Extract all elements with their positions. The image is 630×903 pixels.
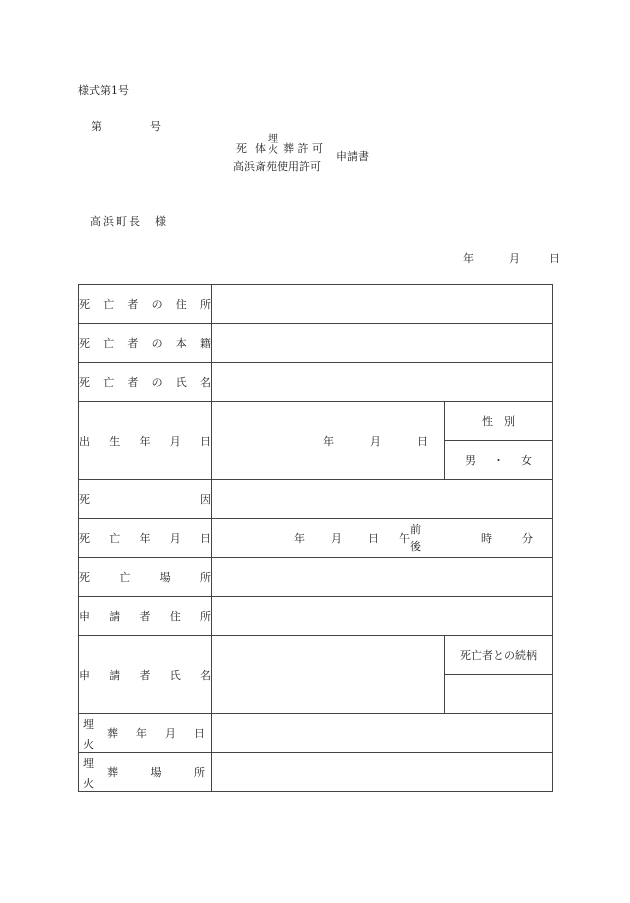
unit-day: 日 <box>417 434 428 448</box>
stack-cremation: 火 <box>83 738 94 751</box>
unit-minute: 分 <box>522 532 533 545</box>
am-pm-options[interactable] <box>410 521 421 555</box>
sex-selection[interactable] <box>445 441 553 480</box>
label-char: 所 <box>200 610 211 623</box>
label-char: 日 <box>200 532 211 545</box>
label-char: 月 <box>169 532 181 545</box>
label-char: 死 <box>79 376 90 389</box>
label-char: 籍 <box>199 337 211 350</box>
title-line-2: 高浜斎苑使用許可 <box>233 160 321 173</box>
option-burial: 埋 <box>268 134 278 145</box>
label-char: 生 <box>109 434 121 448</box>
table-row <box>79 636 553 675</box>
label-char: 葬 <box>107 766 118 779</box>
table-row <box>79 597 553 636</box>
death-datetime-field[interactable] <box>212 519 553 558</box>
unit-year: 年 <box>294 532 305 545</box>
deceased-address-field[interactable] <box>212 285 553 324</box>
addressee: 高浜町長 様 <box>90 215 168 228</box>
label-char: 日 <box>200 434 211 448</box>
label-char: 日 <box>194 727 205 740</box>
table-row <box>79 714 553 753</box>
sex-option-female[interactable]: 女 <box>521 454 532 467</box>
label-char: 亡 <box>103 337 115 350</box>
document-number-suffix: 号 <box>150 120 161 133</box>
label-char: 請 <box>109 610 121 623</box>
application-date <box>463 250 560 266</box>
row-label <box>79 558 212 597</box>
sex-header: 性 別 <box>445 402 553 441</box>
label-char: 所 <box>194 766 205 779</box>
cause-of-death-field[interactable] <box>212 480 553 519</box>
burial-cremation-date-field[interactable] <box>212 714 553 753</box>
relation-field[interactable] <box>445 675 553 714</box>
table-row <box>79 402 553 441</box>
label-char: の <box>151 376 163 389</box>
burial-cremation-place-field[interactable] <box>212 753 553 792</box>
deceased-registered-domicile-field[interactable] <box>212 324 553 363</box>
label-char: 住 <box>169 610 181 623</box>
row-label <box>79 636 212 714</box>
label-char: 住 <box>175 298 187 311</box>
stack-burial: 埋 <box>83 718 94 731</box>
label-char: 年 <box>139 434 151 448</box>
label-char: 出 <box>79 434 90 448</box>
table-row <box>79 519 553 558</box>
unit-hour: 時 <box>481 532 492 545</box>
table-row <box>79 363 553 402</box>
relation-header: 死亡者との続柄 <box>445 636 553 675</box>
label-char: 氏 <box>175 376 187 389</box>
unit-month: 月 <box>370 434 381 448</box>
unit-year: 年 <box>323 434 334 448</box>
label-char: 者 <box>127 337 139 350</box>
label-char: 所 <box>199 298 211 311</box>
title-part-4: 申請書 <box>336 150 369 163</box>
label-char: 者 <box>127 376 139 389</box>
row-label <box>79 324 212 363</box>
label-char: 場 <box>150 766 162 779</box>
unit-day: 日 <box>368 532 379 545</box>
date-day: 日 <box>549 252 560 265</box>
label-char: 者 <box>139 610 151 623</box>
label-char: 場 <box>159 571 171 584</box>
label-char: 月 <box>165 727 176 740</box>
label-char: 亡 <box>103 298 115 311</box>
place-of-death-field[interactable] <box>212 558 553 597</box>
sex-option-male[interactable]: 男 <box>465 454 476 467</box>
label-char: 者 <box>127 298 139 311</box>
label-char: 申 <box>79 668 90 682</box>
table-row <box>79 480 553 519</box>
title-part-3: 葬 許 可 <box>283 142 323 155</box>
label-char: 因 <box>200 493 211 506</box>
label-char: 申 <box>79 610 90 623</box>
label-char: 死 <box>79 493 90 506</box>
option-am[interactable]: 前 <box>410 523 421 536</box>
birth-date-field[interactable] <box>212 402 445 480</box>
label-char: 死 <box>79 298 90 311</box>
form-number-label: 様式第1号 <box>78 84 129 97</box>
row-label <box>79 480 212 519</box>
document-number-prefix: 第 <box>91 120 102 133</box>
applicant-name-field[interactable] <box>212 636 445 714</box>
label-char: 本 <box>175 337 187 350</box>
label-char: 年 <box>136 727 147 740</box>
label-char: 氏 <box>169 668 181 682</box>
label-char: の <box>151 298 163 311</box>
unit-ampm-prefix: 午 <box>399 532 410 545</box>
option-cremation: 火 <box>268 145 278 156</box>
label-char: 名 <box>199 376 211 389</box>
label-char: 月 <box>169 434 181 448</box>
burial-cremation-options <box>268 134 278 156</box>
label-char: の <box>151 337 163 350</box>
table-row <box>79 285 553 324</box>
label-char: 死 <box>79 337 90 350</box>
title-part-1: 死 <box>236 142 247 155</box>
row-label <box>79 519 212 558</box>
label-char: 死 <box>79 571 90 584</box>
row-label <box>79 363 212 402</box>
label-char: 年 <box>139 532 151 545</box>
date-month: 月 <box>509 252 520 265</box>
applicant-address-field[interactable] <box>212 597 553 636</box>
table-row <box>79 324 553 363</box>
table-row <box>79 558 553 597</box>
row-label <box>79 285 212 324</box>
label-char: 請 <box>109 668 121 682</box>
label-char: 所 <box>199 571 211 584</box>
label-char: 亡 <box>109 532 121 545</box>
stack-cremation: 火 <box>83 777 94 790</box>
label-char: 者 <box>139 668 151 682</box>
label-char: 亡 <box>103 376 115 389</box>
table-row <box>79 753 553 792</box>
title-part-2: 体 <box>255 142 266 155</box>
row-label <box>79 402 212 480</box>
label-char: 死 <box>79 532 90 545</box>
label-char: 名 <box>200 668 211 682</box>
application-form-table <box>78 284 553 792</box>
row-label <box>79 597 212 636</box>
option-pm[interactable]: 後 <box>410 540 421 553</box>
row-label <box>79 714 212 753</box>
unit-month: 月 <box>331 532 342 545</box>
deceased-name-field[interactable] <box>212 363 553 402</box>
row-label <box>79 753 212 792</box>
date-year: 年 <box>463 252 474 265</box>
stack-burial: 埋 <box>83 757 94 770</box>
sex-separator: ・ <box>493 454 504 467</box>
label-char: 亡 <box>119 571 131 584</box>
label-char: 葬 <box>107 727 118 740</box>
